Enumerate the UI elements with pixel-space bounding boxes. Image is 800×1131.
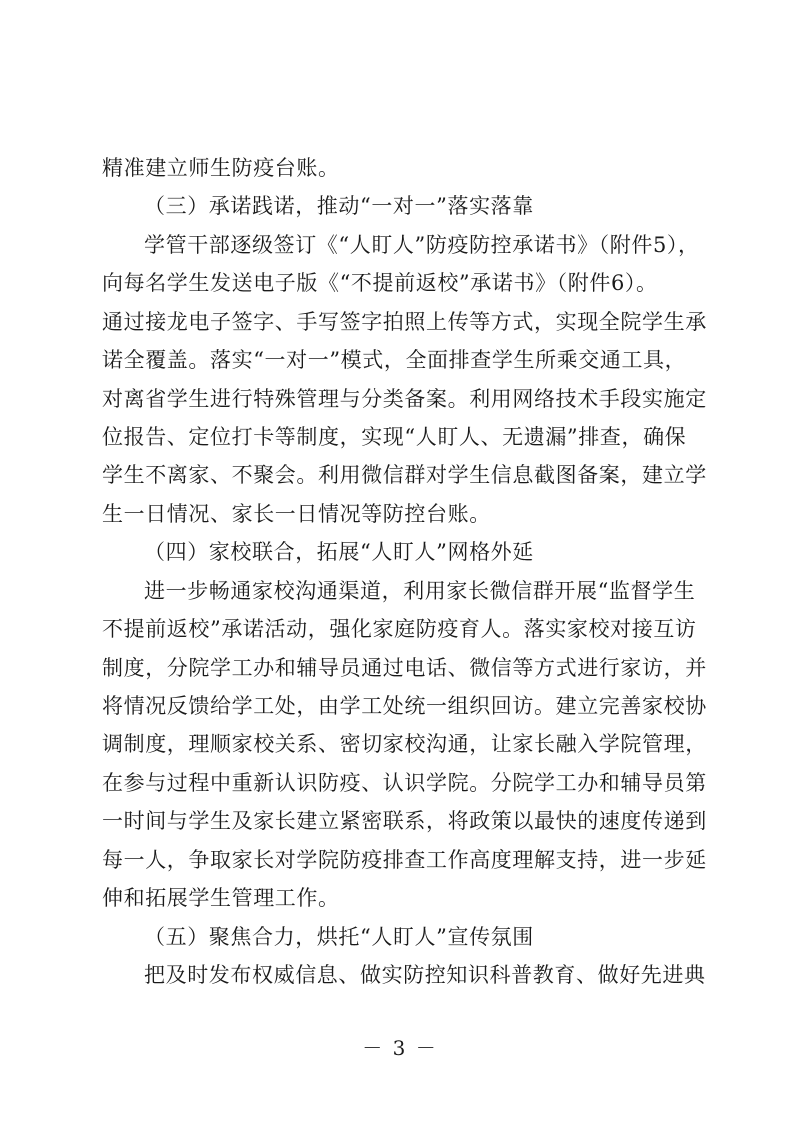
paragraph-line: 伸和拓展学生管理工作。 bbox=[102, 886, 340, 910]
paragraph-line: 一时间与学生及家长建立紧密联系，将政策以最快的速度传递到 bbox=[102, 809, 707, 833]
paragraph-line: 通过接龙电子签字、手写签字拍照上传等方式，实现全院学生承 bbox=[102, 310, 707, 334]
section-heading-3: （三）承诺践诺，推动“一对一”落实落靠 bbox=[144, 194, 534, 218]
paragraph-line: 生一日情况、家长一日情况等防控台账。 bbox=[102, 502, 491, 526]
section-heading-5: （五）聚焦合力，烘托“人盯人”宣传氛围 bbox=[144, 925, 534, 949]
paragraph-line: 学生不离家、不聚会。利用微信群对学生信息截图备案，建立学 bbox=[102, 463, 707, 487]
paragraph-line: 向每名学生发送电子版《“不提前返校”承诺书》（附件6）。 bbox=[102, 271, 658, 295]
paragraph-line: 把及时发布权威信息、做实防控知识科普教育、做好先进典 bbox=[144, 963, 706, 987]
paragraph-line: 精准建立师生防疫台账。 bbox=[102, 156, 340, 180]
page-number: － 3 － bbox=[362, 1036, 438, 1060]
paragraph-line: 制度，分院学工办和辅导员通过电话、微信等方式进行家访，并 bbox=[102, 656, 707, 680]
paragraph-line: 诺全覆盖。落实“一对一”模式，全面排查学生所乘交通工具， bbox=[102, 348, 687, 372]
paragraph-line: 在参与过程中重新认识防疫、认识学院。分院学工办和辅导员第 bbox=[102, 771, 707, 795]
paragraph-line: 每一人，争取家长对学院防疫排查工作高度理解支持，进一步延 bbox=[102, 848, 707, 872]
section-heading-4: （四）家校联合，拓展“人盯人”网格外延 bbox=[144, 540, 534, 564]
paragraph-line: 调制度，理顺家校关系、密切家校沟通，让家长融入学院管理， bbox=[102, 732, 707, 756]
paragraph-line: 将情况反馈给学工处，由学工处统一组织回访。建立完善家校协 bbox=[102, 694, 707, 718]
paragraph-line: 不提前返校”承诺活动，强化家庭防疫育人。落实家校对接互访 bbox=[102, 617, 697, 641]
paragraph-line: 学管干部逐级签订《“人盯人”防疫防控承诺书》（附件5）， bbox=[144, 233, 700, 257]
paragraph-line: 进一步畅通家校沟通渠道，利用家长微信群开展“监督学生 bbox=[144, 579, 696, 603]
paragraph-line: 对离省学生进行特殊管理与分类备案。利用网络技术手段实施定 bbox=[102, 387, 707, 411]
paragraph-line: 位报告、定位打卡等制度，实现“人盯人、无遗漏”排查，确保 bbox=[102, 425, 687, 449]
